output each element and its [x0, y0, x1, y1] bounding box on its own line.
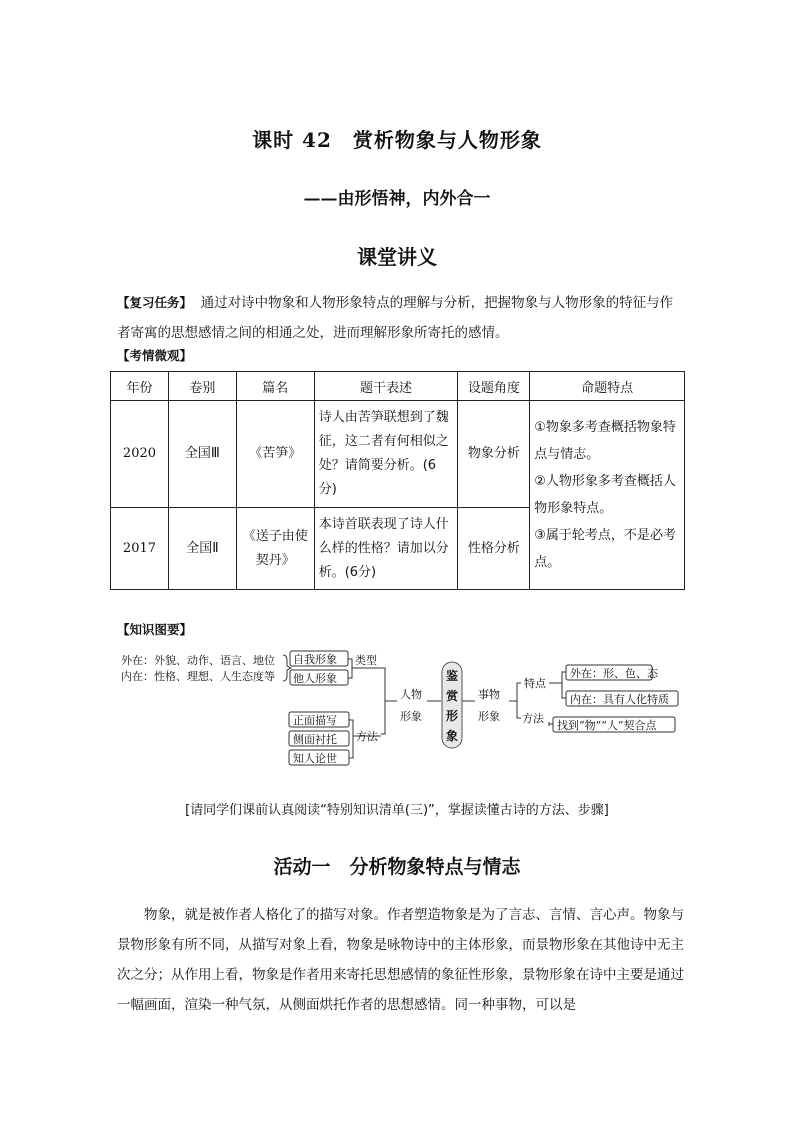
header-angle: 设题角度 — [458, 372, 530, 401]
cell-title: 《苦笋》 — [236, 401, 314, 508]
header-paper: 卷别 — [168, 372, 236, 401]
map-center-4: 象 — [446, 729, 459, 743]
page-title: 课时 42 赏析物象与人物形象 — [252, 128, 542, 152]
feature-1: ①物象多考查概括物象特点与情志。 — [534, 420, 676, 462]
table-header-row — [111, 372, 685, 401]
map-method-right: 方法 — [522, 712, 544, 725]
feature-3: ③属于轮考点，不是必考点。 — [534, 528, 676, 570]
map-side: 侧面衬托 — [293, 733, 337, 746]
review-label: 【复习任务】 — [117, 295, 193, 310]
knowledge-map — [117, 640, 682, 770]
header-question: 题干表述 — [314, 372, 458, 401]
map-outer-traits: 外在：外貌、动作、语言、地位 — [121, 654, 275, 667]
cell-angle: 性格分析 — [458, 508, 530, 590]
header-year: 年份 — [111, 372, 169, 401]
map-inner-traits: 内在：性格、理想、人生态度等 — [121, 670, 275, 683]
cell-question: 诗人由苦笋联想到了魏征，这二者有何相似之处？请简要分析。(6分) — [314, 401, 458, 508]
feature-2: ②人物形象多考查概括人物形象特点。 — [534, 474, 676, 516]
map-know: 知人论世 — [293, 752, 337, 765]
cell-paper: 全国Ⅱ — [168, 508, 236, 590]
map-outer: 外在：形、色、态 — [570, 667, 658, 680]
review-task — [117, 288, 685, 348]
header-title: 篇名 — [236, 372, 314, 401]
cell-angle: 物象分析 — [458, 401, 530, 508]
cell-year: 2017 — [111, 508, 169, 590]
cell-question: 本诗首联表现了诗人什么样的性格？请加以分析。(6分) — [314, 508, 458, 590]
map-center-3: 形 — [446, 709, 459, 723]
cell-title: 《送子由使契丹》 — [236, 508, 314, 590]
map-other-image: 他人形象 — [293, 672, 337, 685]
exam-table — [110, 371, 685, 590]
map-center-2: 赏 — [446, 689, 459, 703]
knowledge-map-label: 【知识图要】 — [117, 622, 193, 637]
map-person-2: 形象 — [400, 710, 422, 723]
review-text: 通过对诗中物象和人物形象特点的理解与分析，把握物象与人物形象的特征与作者寄寓的思想感情之间的相通之处，进而理解形象所寄托的感情。 — [117, 295, 674, 341]
activity-body: 物象，就是被作者人格化了的描写对象。作者塑造物象是为了言志、言情、言心声。物象与景物形象有所不同，从描写对象上看，物象是咏物诗中的主体形象，而景物形象在其他诗中无主次之分；从作用上看，物象是作者用来寄托思想感情的象征性形象，景物形象在诗中主要是通过一幅画面，渲染一种气氛，从侧面烘托作者的思想感情。同一种事物，可以是 — [117, 907, 684, 1013]
map-front: 正面描写 — [293, 714, 337, 727]
map-person-1: 人物 — [400, 688, 422, 701]
map-object-2: 形象 — [478, 710, 500, 723]
map-object-1: 事物 — [478, 688, 500, 701]
cell-year: 2020 — [111, 401, 169, 508]
map-self-image: 自我形象 — [293, 653, 337, 666]
reading-note: [请同学们课前认真阅读“特别知识清单(三)”，掌握读懂古诗的方法、步骤] — [185, 803, 609, 818]
map-type: 类型 — [355, 654, 377, 667]
map-match: 找到“物”“人”契合点 — [557, 719, 657, 732]
map-method: 方法 — [356, 730, 378, 743]
map-feature: 特点 — [524, 677, 546, 690]
exam-label: 【考情微观】 — [117, 348, 193, 363]
cell-paper: 全国Ⅲ — [168, 401, 236, 508]
table-row — [111, 401, 685, 508]
header-feature: 命题特点 — [530, 372, 685, 401]
section-title: 课堂讲义 — [357, 245, 437, 269]
map-inner: 内在：具有人化特质 — [570, 693, 669, 706]
page-subtitle: ——由形悟神，内外合一 — [303, 189, 491, 209]
activity-title: 活动一 分析物象特点与情志 — [273, 856, 521, 878]
map-center-1: 鉴 — [446, 669, 459, 683]
cell-features — [530, 401, 685, 590]
